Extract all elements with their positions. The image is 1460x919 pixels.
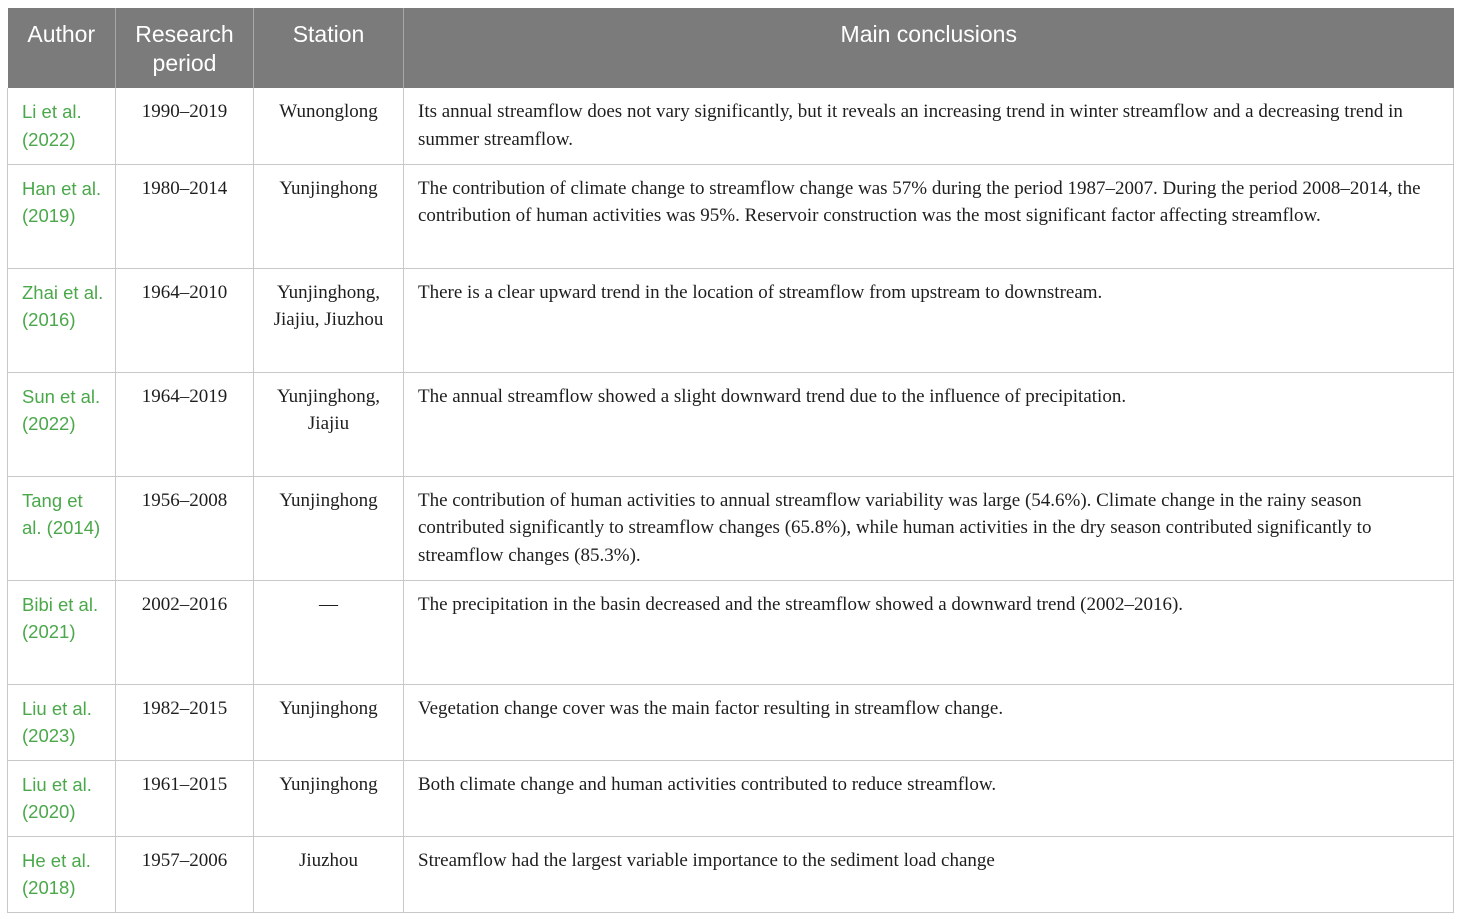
table-row [8,836,1454,912]
author-link[interactable]: He et al. (2018) [8,836,116,912]
table-row [8,268,1454,372]
conclusion-cell: Vegetation change cover was the main factor resulting in streamflow change. [404,684,1454,760]
table-container [7,8,1453,913]
conclusion-cell: The precipitation in the basin decreased and the streamflow showed a downward trend (2002–2016). [404,580,1454,684]
research-period-cell: 1964–2010 [116,268,254,372]
table-row [8,164,1454,268]
table-row [8,580,1454,684]
table-row [8,372,1454,476]
station-cell: Yunjinghong, Jiajiu, Jiuzhou [254,268,404,372]
header-author: Author [8,8,116,88]
station-cell: Yunjinghong [254,476,404,580]
station-cell: Yunjinghong [254,684,404,760]
conclusion-cell: The contribution of human activities to annual streamflow variability was large (54.6%). Climate change in the rainy season contributed significantly to streamflow changes (65.8%), while human activities in the dry season contributed significantly to streamflow changes (85.3%). [404,476,1454,580]
research-period-cell: 1964–2019 [116,372,254,476]
station-cell: Yunjinghong, Jiajiu [254,372,404,476]
author-link[interactable]: Li et al. (2022) [8,88,116,164]
author-link[interactable]: Liu et al. (2023) [8,684,116,760]
research-period-cell: 1982–2015 [116,684,254,760]
table-row [8,88,1454,164]
station-cell: Jiuzhou [254,836,404,912]
header-research-period: Research period [116,8,254,88]
conclusion-cell: There is a clear upward trend in the location of streamflow from upstream to downstream. [404,268,1454,372]
conclusion-cell: The annual streamflow showed a slight downward trend due to the influence of precipitation. [404,372,1454,476]
station-cell: Yunjinghong [254,760,404,836]
author-link[interactable]: Han et al. (2019) [8,164,116,268]
author-link[interactable]: Sun et al. (2022) [8,372,116,476]
station-cell: Yunjinghong [254,164,404,268]
studies-table [7,8,1454,913]
header-station: Station [254,8,404,88]
station-cell: Wunonglong [254,88,404,164]
author-link[interactable]: Zhai et al. (2016) [8,268,116,372]
author-link[interactable]: Tang et al. (2014) [8,476,116,580]
table-row [8,760,1454,836]
conclusion-cell: Its annual streamflow does not vary significantly, but it reveals an increasing trend in winter streamflow and a decreasing trend in summer streamflow. [404,88,1454,164]
conclusion-cell: Streamflow had the largest variable importance to the sediment load change [404,836,1454,912]
research-period-cell: 1957–2006 [116,836,254,912]
table-row [8,476,1454,580]
research-period-cell: 1956–2008 [116,476,254,580]
station-cell: — [254,580,404,684]
research-period-cell: 1980–2014 [116,164,254,268]
table-body [8,88,1454,912]
table-row [8,684,1454,760]
header-row [8,8,1454,88]
author-link[interactable]: Bibi et al. (2021) [8,580,116,684]
table-header [8,8,1454,88]
conclusion-cell: Both climate change and human activities contributed to reduce streamflow. [404,760,1454,836]
conclusion-cell: The contribution of climate change to streamflow change was 57% during the period 1987–2007. During the period 2008–2014, the contribution of human activities was 95%. Reservoir construction was the most significant factor affecting streamflow. [404,164,1454,268]
research-period-cell: 1961–2015 [116,760,254,836]
research-period-cell: 1990–2019 [116,88,254,164]
research-period-cell: 2002–2016 [116,580,254,684]
author-link[interactable]: Liu et al. (2020) [8,760,116,836]
header-main-conclusions: Main conclusions [404,8,1454,88]
